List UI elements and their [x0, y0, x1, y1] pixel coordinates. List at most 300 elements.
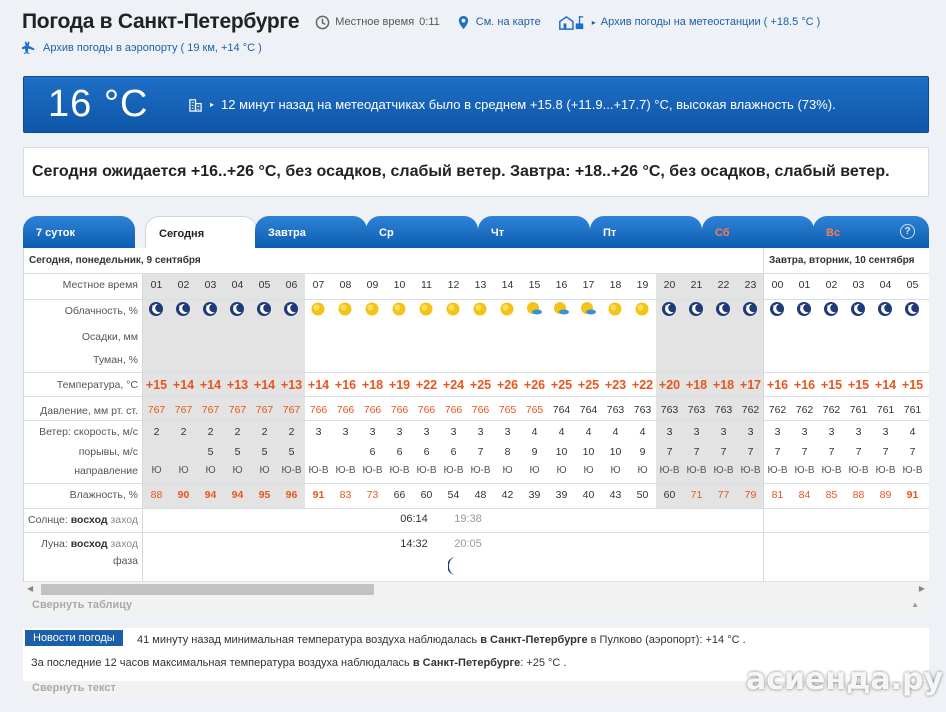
- humidity-cell: 90: [177, 489, 190, 501]
- gust-cell: 7: [693, 446, 700, 458]
- wind-direction-cell: Ю: [529, 465, 540, 476]
- local-time-label: Местное время: [335, 16, 415, 28]
- wind-speed-cell: 2: [180, 426, 187, 438]
- label-moonrise: восход: [70, 538, 108, 550]
- temperature-cell: +14: [199, 378, 222, 392]
- wind-speed-cell: 3: [747, 426, 754, 438]
- collapse-up-icon[interactable]: ▲: [911, 600, 919, 609]
- news-line-2-pre: За последние 12 часов максимальная температура воздуха наблюдалась: [31, 657, 410, 669]
- sensor-summary: [188, 97, 836, 112]
- help-icon[interactable]: ?: [900, 224, 915, 239]
- pressure-cell: 764: [552, 404, 571, 416]
- temperature-cell: +16: [793, 378, 816, 392]
- gust-cell: 7: [909, 446, 916, 458]
- hour-cell: 05: [258, 279, 271, 291]
- pressure-cell: 763: [606, 404, 625, 416]
- gust-cell: 5: [261, 446, 268, 458]
- temperature-cell: +18: [712, 378, 735, 392]
- temperature-cell: +14: [874, 378, 897, 392]
- gust-cell: 6: [369, 446, 376, 458]
- wind-speed-cell: 2: [261, 426, 268, 438]
- pressure-cell: 767: [174, 404, 193, 416]
- humidity-cell: 95: [258, 489, 271, 501]
- sun-icon: [634, 301, 650, 317]
- collapse-text-text[interactable]: Свернуть текст: [32, 682, 116, 694]
- sensor-summary-text: 12 минут назад на метеодатчиках было в среднем +15.8 (+11.9...+17.7) °C, высокая влажность (73%).: [221, 97, 836, 112]
- gust-cell: 6: [396, 446, 403, 458]
- clear-night-icon: [661, 301, 677, 317]
- hour-cell: 04: [879, 279, 892, 291]
- humidity-cell: 54: [447, 489, 460, 501]
- scroll-left-icon[interactable]: ◀: [27, 584, 34, 593]
- clear-night-icon: [796, 301, 812, 317]
- station-archive-text[interactable]: Архив погоды на метеостанции ( +18.5 °C ): [600, 16, 821, 28]
- pressure-cell: 767: [147, 404, 166, 416]
- wind-direction-cell: Ю-В: [713, 465, 734, 476]
- map-link-text[interactable]: См. на карте: [475, 16, 541, 28]
- humidity-cell: 48: [474, 489, 487, 501]
- label-local-time: Местное время: [62, 279, 138, 291]
- hour-cell: 00: [771, 279, 784, 291]
- temperature-cell: +20: [658, 378, 681, 392]
- wind-direction-cell: Ю-В: [740, 465, 761, 476]
- label-pressure: Давление, мм рт. ст.: [40, 405, 138, 417]
- row-separator: [24, 532, 929, 533]
- hour-cell: 03: [204, 279, 217, 291]
- collapse-table-link[interactable]: [23, 598, 929, 614]
- news-line-1: [137, 634, 746, 646]
- map-link[interactable]: [456, 15, 541, 30]
- temperature-cell: +18: [361, 378, 384, 392]
- temperature-cell: +23: [604, 378, 627, 392]
- hour-cell: 09: [366, 279, 379, 291]
- label-direction: направление: [74, 465, 138, 477]
- temperature-cell: +24: [442, 378, 465, 392]
- tab-sunday-label: Вс: [826, 227, 841, 239]
- weather-station-icon: [557, 15, 587, 30]
- wind-speed-cell: 3: [423, 426, 430, 438]
- pressure-cell: 766: [417, 404, 436, 416]
- pressure-cell: 764: [579, 404, 598, 416]
- label-sun: [24, 514, 142, 526]
- label-temperature: Температура, °C: [56, 379, 138, 391]
- humidity-cell: 88: [150, 489, 163, 501]
- local-time-value: 0:11: [419, 16, 440, 28]
- pressure-cell: 766: [390, 404, 409, 416]
- arrow-icon: ▸: [210, 100, 215, 109]
- humidity-cell: 91: [312, 489, 325, 501]
- wind-direction-cell: Ю-В: [767, 465, 788, 476]
- gust-cell: 7: [801, 446, 808, 458]
- label-sun-title: Солнце:: [28, 514, 68, 526]
- hour-cell: 12: [447, 279, 460, 291]
- hour-cell: 01: [150, 279, 163, 291]
- clear-night-icon: [283, 301, 299, 317]
- hour-cell: 18: [609, 279, 622, 291]
- clear-night-icon: [850, 301, 866, 317]
- wind-direction-cell: Ю: [151, 465, 162, 476]
- pressure-cell: 763: [714, 404, 733, 416]
- pressure-cell: 767: [228, 404, 247, 416]
- temperature-cell: +16: [334, 378, 357, 392]
- wind-direction-cell: Ю: [502, 465, 513, 476]
- pressure-cell: 766: [444, 404, 463, 416]
- hourly-table: [23, 248, 929, 581]
- sun-icon: [364, 301, 380, 317]
- temperature-cell: +14: [307, 378, 330, 392]
- wind-direction-cell: Ю: [178, 465, 189, 476]
- temperature-cell: +13: [226, 378, 249, 392]
- temperature-cell: +15: [901, 378, 924, 392]
- sun-cloud-icon: [580, 301, 596, 317]
- hour-cell: 04: [231, 279, 244, 291]
- label-moon: [24, 538, 142, 550]
- news-line-1-pre: 41 минуту назад минимальная температура воздуха наблюдалась: [137, 634, 478, 646]
- pressure-cell: 761: [903, 404, 922, 416]
- gust-cell: 9: [531, 446, 538, 458]
- tab-saturday[interactable]: Сб: [702, 216, 814, 248]
- gust-cell: 5: [234, 446, 241, 458]
- pressure-cell: 767: [282, 404, 301, 416]
- gust-cell: 7: [828, 446, 835, 458]
- current-weather-banner: [23, 76, 929, 133]
- temperature-cell: +19: [388, 378, 411, 392]
- pressure-cell: 762: [741, 404, 760, 416]
- wind-speed-cell: 3: [342, 426, 349, 438]
- label-fog: Туман, %: [93, 354, 138, 366]
- hour-cell: 08: [339, 279, 352, 291]
- gust-cell: 7: [882, 446, 889, 458]
- pressure-cell: 761: [876, 404, 895, 416]
- tab-tomorrow[interactable]: Завтра: [255, 216, 367, 248]
- wind-speed-cell: 4: [909, 426, 916, 438]
- pressure-cell: 767: [201, 404, 220, 416]
- humidity-cell: 83: [339, 489, 352, 501]
- clear-night-icon: [742, 301, 758, 317]
- humidity-cell: 39: [528, 489, 541, 501]
- temperature-cell: +26: [496, 378, 519, 392]
- sun-icon: [607, 301, 623, 317]
- sun-icon: [310, 301, 326, 317]
- temperature-cell: +22: [415, 378, 438, 392]
- hour-cell: 06: [285, 279, 298, 291]
- page-header: [22, 8, 820, 36]
- tab-wednesday[interactable]: Ср: [366, 216, 478, 248]
- wind-speed-cell: 3: [828, 426, 835, 438]
- wind-speed-cell: 3: [315, 426, 322, 438]
- hour-cell: 11: [421, 279, 432, 291]
- hour-cell: 21: [690, 279, 703, 291]
- building-icon: [188, 97, 203, 112]
- wind-direction-cell: Ю: [637, 465, 648, 476]
- gust-cell: 10: [609, 446, 622, 458]
- gust-cell: 10: [582, 446, 595, 458]
- gust-cell: 7: [666, 446, 673, 458]
- pressure-cell: 762: [822, 404, 841, 416]
- pressure-cell: 766: [309, 404, 328, 416]
- wind-direction-cell: Ю: [556, 465, 567, 476]
- day-tabs: [23, 214, 929, 248]
- hour-cell: 07: [312, 279, 325, 291]
- gust-cell: 8: [504, 446, 511, 458]
- wind-speed-cell: 3: [693, 426, 700, 438]
- gust-cell: 7: [477, 446, 484, 458]
- temperature-cell: +26: [523, 378, 546, 392]
- sun-cloud-icon: [553, 301, 569, 317]
- wind-direction-cell: Ю-В: [686, 465, 707, 476]
- clear-night-icon: [688, 301, 704, 317]
- airport-archive-text[interactable]: Архив погоды в аэропорту ( 19 км, +14 °C ): [43, 41, 262, 54]
- sun-icon: [418, 301, 434, 317]
- current-temperature: 16 °C: [48, 83, 149, 125]
- sun-icon: [337, 301, 353, 317]
- label-wind-speed: Ветер: скорость, м/с: [39, 426, 138, 438]
- wind-direction-cell: Ю-В: [848, 465, 869, 476]
- wind-direction-cell: Ю-В: [875, 465, 896, 476]
- wind-direction-cell: Ю-В: [416, 465, 437, 476]
- pressure-cell: 767: [255, 404, 274, 416]
- tab-thursday[interactable]: Чт: [478, 216, 590, 248]
- date-today: Сегодня, понедельник, 9 сентября: [29, 255, 201, 266]
- tab-7-days[interactable]: 7 суток: [23, 216, 135, 248]
- label-moon-phase: фаза: [112, 555, 138, 567]
- watermark-text: асиенда.ру: [746, 662, 944, 697]
- wind-direction-cell: Ю-В: [794, 465, 815, 476]
- row-separator: [24, 372, 929, 373]
- forecast-summary: Сегодня ожидается +16..+26 °C, без осадков, слабый ветер. Завтра: +18..+26 °C, без осадков, слабый ветер.: [23, 147, 929, 197]
- humidity-cell: 60: [420, 489, 433, 501]
- moon-phase-icon: [448, 556, 464, 576]
- temperature-cell: +17: [739, 378, 762, 392]
- label-sunset: заход: [110, 514, 138, 526]
- label-sunrise: восход: [70, 514, 108, 526]
- clear-night-icon: [229, 301, 245, 317]
- label-humidity: Влажность, %: [69, 489, 138, 501]
- wind-direction-cell: Ю: [610, 465, 621, 476]
- moonrise-time: 14:32: [400, 538, 428, 550]
- gust-cell: 5: [207, 446, 214, 458]
- temperature-cell: +14: [253, 378, 276, 392]
- humidity-cell: 85: [825, 489, 838, 501]
- wind-speed-cell: 3: [666, 426, 673, 438]
- temperature-cell: +25: [550, 378, 573, 392]
- scroll-thumb[interactable]: [41, 584, 374, 595]
- gust-cell: 7: [855, 446, 862, 458]
- arrow-icon: ▸: [591, 17, 596, 27]
- row-separator: [24, 396, 929, 397]
- wind-direction-cell: Ю-В: [443, 465, 464, 476]
- humidity-cell: 94: [231, 489, 244, 501]
- wind-speed-cell: 2: [207, 426, 214, 438]
- wind-speed-cell: 4: [639, 426, 646, 438]
- humidity-cell: 73: [366, 489, 379, 501]
- row-separator: [24, 299, 929, 300]
- humidity-cell: 88: [852, 489, 865, 501]
- humidity-cell: 71: [690, 489, 703, 501]
- clear-night-icon: [202, 301, 218, 317]
- station-archive-link[interactable]: [557, 15, 821, 30]
- gust-cell: 7: [720, 446, 727, 458]
- pressure-cell: 763: [660, 404, 679, 416]
- temperature-cell: +14: [172, 378, 195, 392]
- label-precip: Осадки, мм: [81, 331, 138, 343]
- clear-night-icon: [823, 301, 839, 317]
- pressure-cell: 762: [768, 404, 787, 416]
- table-scrollbar[interactable]: [23, 581, 929, 597]
- wind-speed-cell: 2: [153, 426, 160, 438]
- humidity-cell: 96: [285, 489, 298, 501]
- wind-direction-cell: Ю-В: [821, 465, 842, 476]
- date-tomorrow: Завтра, вторник, 10 сентября: [769, 255, 915, 266]
- row-separator: [24, 508, 929, 509]
- pressure-cell: 763: [687, 404, 706, 416]
- wind-speed-cell: 3: [774, 426, 781, 438]
- pressure-cell: 766: [363, 404, 382, 416]
- wind-direction-cell: Ю-В: [470, 465, 491, 476]
- tab-sunday[interactable]: [813, 216, 929, 248]
- pressure-cell: 765: [498, 404, 517, 416]
- temperature-cell: +25: [469, 378, 492, 392]
- humidity-cell: 81: [771, 489, 784, 501]
- news-line-2-city: в Санкт-Петербурге: [412, 657, 521, 669]
- hour-cell: 01: [798, 279, 811, 291]
- map-pin-icon: [456, 15, 471, 30]
- hour-cell: 14: [501, 279, 514, 291]
- wind-direction-cell: Ю-В: [362, 465, 383, 476]
- wind-direction-cell: Ю-В: [389, 465, 410, 476]
- clear-night-icon: [715, 301, 731, 317]
- humidity-cell: 42: [501, 489, 514, 501]
- wind-speed-cell: 3: [504, 426, 511, 438]
- hour-cell: 05: [906, 279, 919, 291]
- wind-speed-cell: 3: [801, 426, 808, 438]
- wind-speed-cell: 3: [450, 426, 457, 438]
- gust-cell: 6: [450, 446, 457, 458]
- clear-night-icon: [904, 301, 920, 317]
- sun-icon: [472, 301, 488, 317]
- clear-night-icon: [256, 301, 272, 317]
- wind-speed-cell: 4: [531, 426, 538, 438]
- sun-icon: [391, 301, 407, 317]
- tab-today[interactable]: Сегодня: [145, 216, 257, 248]
- scroll-right-icon[interactable]: ▶: [918, 584, 925, 593]
- wind-direction-cell: Ю-В: [281, 465, 302, 476]
- temperature-cell: +18: [685, 378, 708, 392]
- wind-direction-cell: Ю: [205, 465, 216, 476]
- wind-speed-cell: 4: [558, 426, 565, 438]
- wind-speed-cell: 3: [855, 426, 862, 438]
- wind-direction-cell: Ю-В: [659, 465, 680, 476]
- gust-cell: 7: [747, 446, 754, 458]
- humidity-cell: 94: [204, 489, 217, 501]
- label-moonset: заход: [110, 538, 138, 550]
- hour-cell: 19: [636, 279, 649, 291]
- gust-cell: 9: [639, 446, 646, 458]
- hour-cell: 22: [717, 279, 730, 291]
- sunset-time: 19:38: [454, 513, 482, 525]
- pressure-cell: 761: [849, 404, 868, 416]
- wind-direction-cell: Ю: [259, 465, 270, 476]
- humidity-cell: 84: [798, 489, 811, 501]
- sun-cloud-icon: [526, 301, 542, 317]
- row-separator: [24, 483, 929, 484]
- humidity-cell: 66: [393, 489, 406, 501]
- news-line-1-post: в Пулково (аэропорт): +14 °C .: [590, 634, 746, 646]
- wind-speed-cell: 3: [882, 426, 889, 438]
- humidity-cell: 50: [636, 489, 649, 501]
- row-separator: [24, 420, 929, 421]
- hour-cell: 17: [582, 279, 595, 291]
- wind-speed-cell: 2: [288, 426, 295, 438]
- temperature-cell: +15: [145, 378, 168, 392]
- temperature-cell: +15: [820, 378, 843, 392]
- local-time: [315, 15, 440, 30]
- hour-cell: 15: [528, 279, 541, 291]
- label-clouds: Облачность, %: [64, 305, 138, 317]
- humidity-cell: 39: [555, 489, 568, 501]
- airport-archive-link[interactable]: [22, 40, 262, 55]
- wind-direction-cell: Ю-В: [902, 465, 923, 476]
- collapse-table-text[interactable]: Свернуть таблицу: [32, 599, 133, 611]
- watermark: [746, 662, 943, 697]
- wind-speed-cell: 2: [234, 426, 241, 438]
- temperature-cell: +22: [631, 378, 654, 392]
- news-line-1-city: в Санкт-Петербурге: [480, 634, 588, 646]
- hour-cell: 20: [663, 279, 676, 291]
- humidity-cell: 89: [879, 489, 892, 501]
- humidity-cell: 79: [744, 489, 757, 501]
- wind-speed-cell: 3: [477, 426, 484, 438]
- temperature-cell: +13: [280, 378, 303, 392]
- humidity-cell: 43: [609, 489, 622, 501]
- news-line-2-post: : +25 °C .: [520, 657, 567, 669]
- humidity-cell: 60: [663, 489, 676, 501]
- gust-cell: 6: [423, 446, 430, 458]
- airplane-icon: [22, 40, 37, 55]
- gust-cell: 5: [288, 446, 295, 458]
- tab-friday[interactable]: Пт: [590, 216, 702, 248]
- humidity-cell: 91: [906, 489, 919, 501]
- label-moon-title: Луна:: [40, 538, 68, 550]
- clear-night-icon: [769, 301, 785, 317]
- pressure-cell: 766: [336, 404, 355, 416]
- gust-cell: 10: [555, 446, 568, 458]
- clock-icon: [315, 15, 330, 30]
- moonset-time: 20:05: [454, 538, 482, 550]
- wind-speed-cell: 4: [585, 426, 592, 438]
- pressure-cell: 766: [471, 404, 490, 416]
- hour-cell: 02: [177, 279, 190, 291]
- clear-night-icon: [877, 301, 893, 317]
- humidity-cell: 77: [717, 489, 730, 501]
- wind-speed-cell: 3: [396, 426, 403, 438]
- clear-night-icon: [175, 301, 191, 317]
- wind-direction-cell: Ю-В: [308, 465, 329, 476]
- wind-speed-cell: 3: [369, 426, 376, 438]
- wind-direction-cell: Ю: [232, 465, 243, 476]
- pressure-cell: 762: [795, 404, 814, 416]
- news-line-2: [31, 657, 567, 669]
- temperature-cell: +15: [847, 378, 870, 392]
- humidity-cell: 40: [582, 489, 595, 501]
- temperature-cell: +16: [766, 378, 789, 392]
- temperature-cell: +25: [577, 378, 600, 392]
- gust-cell: 7: [774, 446, 781, 458]
- label-gusts: порывы, м/с: [78, 446, 138, 458]
- sun-icon: [445, 301, 461, 317]
- news-badge: Новости погоды: [25, 630, 123, 646]
- wind-direction-cell: Ю-В: [335, 465, 356, 476]
